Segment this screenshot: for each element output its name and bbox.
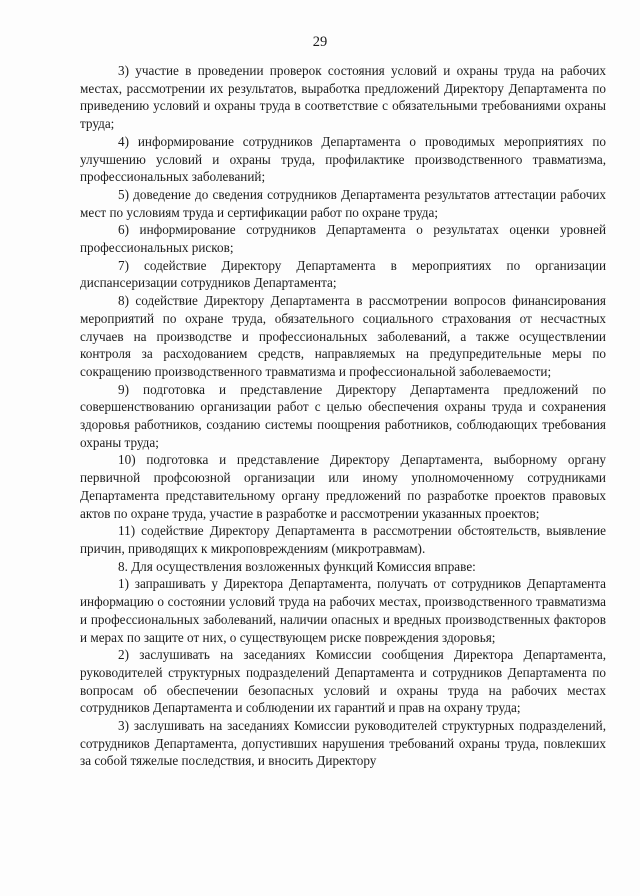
paragraph-item-9: 9) подготовка и представление Директору Департамента предложений по совершенствованию организации работ с целью обеспечения охраны труда и сохранения здоровья работников, созданию системы поощрения работников, соблюдающих требования охраны труда; xyxy=(80,381,606,450)
paragraph-item-11: 11) содействие Директору Департамента в рассмотрении обстоятельств, выявление причин, приводящих к микроповреждениям (микротравмам). xyxy=(80,523,606,556)
paragraph-rights-3: 3) заслушивать на заседаниях Комиссии руководителей структурных подразделений, сотрудников Департамента, допустивших нарушения требований охраны труда, повлекших за собой тяжелые последствия, и вносить Директору xyxy=(80,718,606,769)
paragraph-item-3: 3) участие в проведении проверок состояния условий и охраны труда на рабочих местах, рассмотрении их результатов, выработка предложений Директору Департамента по приведению условий и охраны труда в соответствие с обязательными требованиями охраны труда; xyxy=(80,63,606,132)
paragraph-rights-1: 1) запрашивать у Директора Департамента, получать от сотрудников Департамента информацию о состоянии условий труда на рабочих местах, производственного травматизма и профессиональных заболеваний, наличии опасных и вредных производственных факторов и мерах по защите от них, о существующем риске повреждения здоровья; xyxy=(80,576,606,645)
paragraph-item-5: 5) доведение до сведения сотрудников Департамента результатов аттестации рабочих мест по условиям труда и сертификации работ по охране труда; xyxy=(80,186,606,220)
document-body xyxy=(80,62,606,770)
paragraph-item-8: 8) содействие Директору Департамента в рассмотрении вопросов финансирования мероприятий по охране труда, обязательного социального страхования от несчастных случаев на производстве и профессиональных заболеваний, а также осуществлении контроля за расходованием средств, направляемых на предупредительные меры по сокращению производственного травматизма и профессиональной заболеваемости; xyxy=(80,293,606,379)
paragraph-item-6: 6) информирование сотрудников Департамента о результатах оценки уровней профессиональных рисков; xyxy=(80,222,606,256)
paragraph-item-10: 10) подготовка и представление Директору Департамента, выборному органу первичной профсоюзной организации или иному уполномоченному сотрудниками Департамента представительному органу предложений по разработке проектов правовых актов по охране труда, участие в разработке и рассмотрении указанных проектов; xyxy=(80,452,606,521)
section-8-heading: 8. Для осуществления возложенных функций Комиссия вправе: xyxy=(118,558,476,574)
paragraph-item-7: 7) содействие Директору Департамента в мероприятиях по организации диспансеризации сотрудников Департамента; xyxy=(80,257,606,291)
paragraph-item-4: 4) информирование сотрудников Департамента о проводимых мероприятиях по улучшению условий и охраны труда, профилактике производственного травматизма, профессиональных заболеваний; xyxy=(80,133,606,185)
paragraph-rights-2: 2) заслушивать на заседаниях Комиссии сообщения Директора Департамента, руководителей структурных подразделений Департамента и сотрудников Департамента по вопросам об обеспечении безопасных условий и охраны труда на рабочих местах сотрудников Департамента и соблюдении их гарантий и прав на охрану труда; xyxy=(80,647,606,716)
page-number: 29 xyxy=(312,34,328,50)
